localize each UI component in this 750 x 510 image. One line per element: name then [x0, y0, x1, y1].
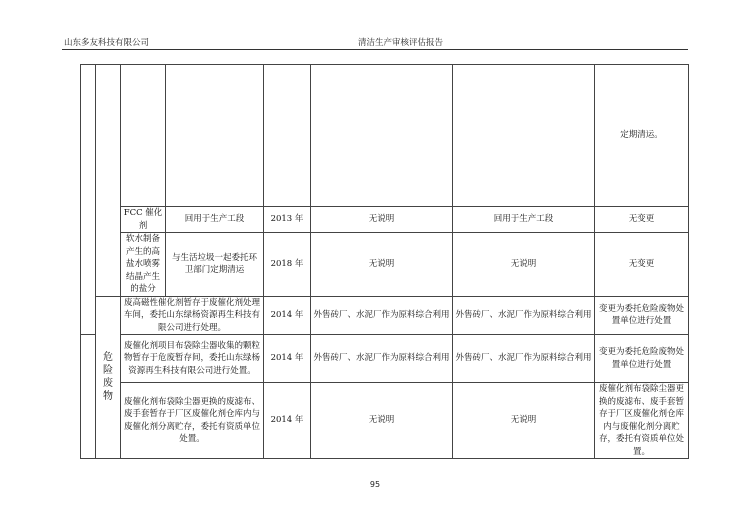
measure-cell: 废催化剂布袋除尘器更换的废滤布、废手套暂存于厂区废催化剂仓库内与废催化剂分离贮存，委托有资质单位处置。	[121, 383, 264, 459]
measure-cell	[166, 65, 264, 207]
year-cell: 2014 年	[264, 335, 311, 383]
table-row	[81, 65, 689, 207]
year-cell: 2014 年	[264, 296, 311, 335]
col4-cell: 无说明	[311, 207, 453, 233]
table-row	[81, 233, 689, 297]
col5-cell: 外售砖厂、水泥厂作为原料综合利用	[453, 296, 595, 335]
year-cell	[264, 65, 311, 207]
table-row	[81, 335, 689, 383]
outer-category-cell	[81, 335, 96, 459]
measure-cell: 回用于生产工段	[166, 207, 264, 233]
hazard-category-cell	[96, 296, 121, 459]
change-cell: 无变更	[595, 207, 689, 233]
measure-cell: 与生活垃圾一起委托环卫部门定期清运	[166, 233, 264, 297]
col4-cell	[311, 65, 453, 207]
table-row	[81, 383, 689, 459]
page-number: 95	[369, 480, 381, 489]
table-row	[81, 207, 689, 233]
header-rule	[62, 49, 688, 50]
col5-cell: 外售砖厂、水泥厂作为原料综合利用	[453, 335, 595, 383]
col4-cell: 外售砖厂、水泥厂作为原料综合利用	[311, 296, 453, 335]
col4-cell: 无说明	[311, 233, 453, 297]
outer-category-cell	[81, 65, 96, 335]
waste-name-cell: 软水制备产生的高盐水喷雾结晶产生的盐分	[121, 233, 166, 297]
change-cell: 变更为委托危险废物处置单位进行处置	[595, 296, 689, 335]
change-cell: 定期清运。	[595, 65, 689, 207]
waste-name-cell	[121, 65, 166, 207]
header-company: 山东多友科技有限公司	[64, 38, 150, 48]
col5-cell	[453, 65, 595, 207]
header-title: 清洁生产审核评估报告	[358, 38, 444, 48]
change-cell: 无变更	[595, 233, 689, 297]
category-cell	[96, 65, 121, 297]
year-cell: 2013 年	[264, 207, 311, 233]
waste-name-cell: FCC 催化剂	[121, 207, 166, 233]
col5-cell: 回用于生产工段	[453, 207, 595, 233]
year-cell: 2018 年	[264, 233, 311, 297]
hazard-category-label: 危险废物	[103, 352, 113, 403]
col5-cell: 无说明	[453, 383, 595, 459]
change-cell: 变更为委托危险废物处置单位进行处置	[595, 335, 689, 383]
year-cell: 2014 年	[264, 383, 311, 459]
measure-cell: 废催化剂项目布袋除尘器收集的颗粒物暂存于危废暂存间，委托山东绿杨资源再生科技有限公司进行处置。	[121, 335, 264, 383]
change-cell: 废催化剂布袋除尘器更换的废滤布、废手套暂存于厂区废催化剂仓库内与废催化剂分离贮存，委托有资质单位处置。	[595, 383, 689, 459]
col4-cell: 无说明	[311, 383, 453, 459]
table-row	[81, 296, 689, 335]
measure-cell: 废高磁性催化剂暂存于废催化剂处理车间，委托山东绿杨资源再生科技有限公司进行处理。	[121, 296, 264, 335]
col4-cell: 外售砖厂、水泥厂作为原料综合利用	[311, 335, 453, 383]
col5-cell: 无说明	[453, 233, 595, 297]
waste-disposal-table	[80, 64, 689, 459]
